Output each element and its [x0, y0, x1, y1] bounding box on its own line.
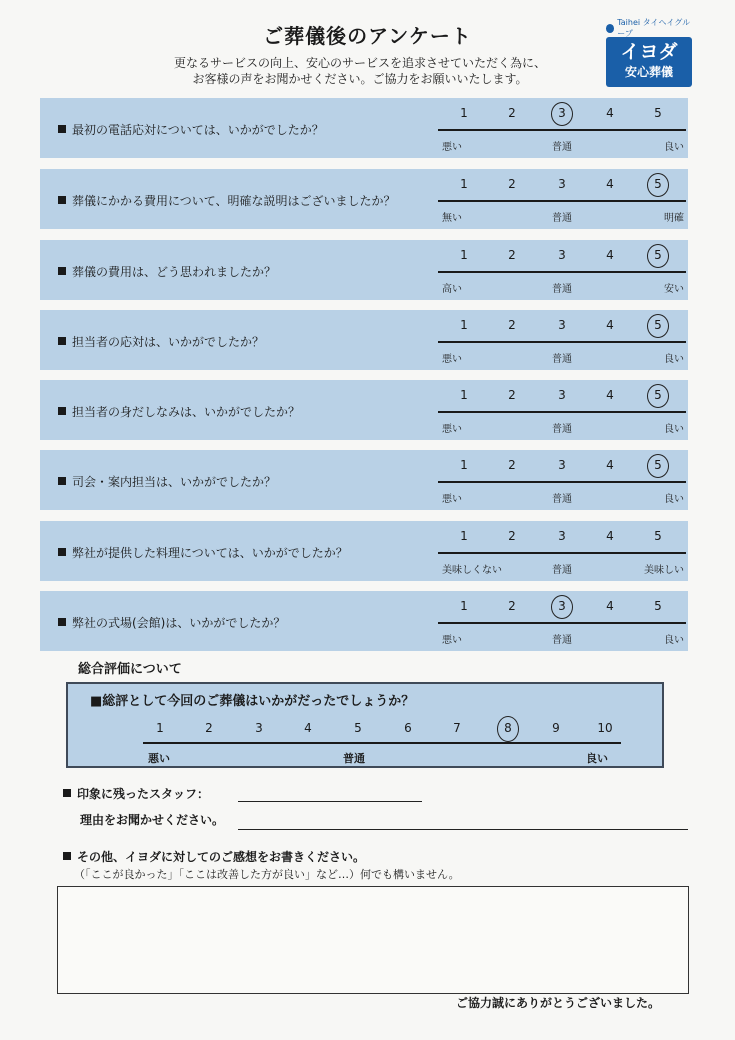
rating-option-2[interactable]: 2: [508, 318, 516, 332]
taihei-logo-icon: [606, 24, 614, 33]
other-label: [63, 848, 365, 865]
rating-option-2[interactable]: 2: [508, 529, 516, 543]
bullet-square-icon: [63, 789, 71, 797]
overall-option-2[interactable]: 2: [205, 721, 213, 735]
scale-anchor-mid: 普通: [552, 354, 572, 365]
overall-option-9[interactable]: 9: [552, 721, 560, 735]
overall-option-10[interactable]: 10: [597, 721, 613, 735]
question-text: 葬儀にかかる費用について、明確な説明はございましたか？: [72, 194, 396, 208]
scale-anchor-high: 明確: [664, 213, 684, 224]
brand-logo: [606, 18, 698, 87]
scale-anchor-mid: 普通: [552, 635, 572, 646]
rating-option-3[interactable]: 3: [558, 248, 566, 262]
rating-scale: [438, 240, 686, 300]
scale-anchor-mid: 普通: [552, 142, 572, 153]
scale-anchor-mid: 普通: [552, 494, 572, 505]
thanks-text: ご協力誠にありがとうございました。: [456, 996, 661, 1010]
rating-option-1[interactable]: 1: [460, 177, 468, 191]
bullet-square-icon: [58, 125, 66, 133]
overall-option-4[interactable]: 4: [304, 721, 312, 735]
rating-option-1[interactable]: 1: [460, 529, 468, 543]
rating-option-5[interactable]: 5: [648, 388, 668, 402]
question-text: 弊社の式場(会館)は、いかがでしたか？: [72, 616, 286, 630]
rating-option-4[interactable]: 4: [606, 177, 614, 191]
scale-anchor-high: 良い: [664, 142, 684, 153]
bullet-square-icon: [58, 337, 66, 345]
rating-option-3[interactable]: 3: [558, 177, 566, 191]
rating-option-1[interactable]: 1: [460, 458, 468, 472]
bullet-square-icon: [58, 267, 66, 275]
scale-anchor-low: 悪い: [442, 494, 462, 505]
scale-line: [438, 411, 686, 413]
reason-label: 理由をお聞かせください。: [80, 813, 225, 827]
scale-line: [438, 481, 686, 483]
question-label: [58, 544, 348, 561]
rating-option-4[interactable]: 4: [606, 599, 614, 613]
overall-option-7[interactable]: 7: [453, 721, 461, 735]
scale-anchor-mid: 普通: [552, 213, 572, 224]
question-label: [58, 403, 300, 420]
rating-scale: [438, 380, 686, 440]
staff-label: [63, 785, 209, 802]
staff-name-field[interactable]: [238, 801, 422, 802]
brand-group-text: Taihei タイヘイグループ: [617, 18, 691, 38]
rating-option-1[interactable]: 1: [460, 599, 468, 613]
bullet-square-icon: [58, 618, 66, 626]
overall-option-6[interactable]: 6: [404, 721, 412, 735]
rating-option-5[interactable]: 5: [654, 106, 662, 120]
bullet-square-icon: [63, 852, 71, 860]
rating-scale: [438, 169, 686, 229]
question-label: [58, 263, 276, 280]
rating-option-1[interactable]: 1: [460, 318, 468, 332]
overall-section-title: 総合評価について: [78, 662, 182, 677]
rating-option-2[interactable]: 2: [508, 599, 516, 613]
question-row: [40, 169, 688, 229]
rating-option-2[interactable]: 2: [508, 458, 516, 472]
scale-line: [438, 622, 686, 624]
rating-option-3[interactable]: 3: [558, 388, 566, 402]
question-label: [58, 121, 324, 138]
scale-anchor-low: 美味しくない: [442, 565, 502, 576]
overall-option-5[interactable]: 5: [354, 721, 362, 735]
rating-option-1[interactable]: 1: [460, 106, 468, 120]
scale-line: [438, 552, 686, 554]
question-text: 弊社が提供した料理については、いかがでしたか？: [72, 546, 348, 560]
question-label: [58, 473, 276, 490]
rating-scale: [438, 521, 686, 581]
scale-anchor-low: 悪い: [442, 354, 462, 365]
question-text: 最初の電話応対については、いかがでしたか？: [72, 123, 324, 137]
bullet-square-icon: [58, 407, 66, 415]
scale-line: [438, 200, 686, 202]
bullet-square-icon: [58, 548, 66, 556]
overall-rating-box: [66, 682, 664, 768]
rating-option-5[interactable]: 5: [648, 458, 668, 472]
rating-option-5[interactable]: 5: [654, 599, 662, 613]
overall-option-8[interactable]: 8: [497, 721, 519, 735]
rating-option-5[interactable]: 5: [648, 177, 668, 191]
intro-line-1: 更なるサービスの向上、安心のサービスを追求させていただく為に、: [173, 56, 546, 70]
scale-line: [438, 341, 686, 343]
bullet-square-icon: [58, 477, 66, 485]
scale-anchor-low: 悪い: [442, 142, 462, 153]
brand-group: [606, 18, 698, 38]
page-title: ご葬儀後のアンケート: [263, 24, 472, 48]
rating-option-1[interactable]: 1: [460, 388, 468, 402]
overall-option-1[interactable]: 1: [156, 721, 164, 735]
question-row: [40, 521, 688, 581]
scale-line: [438, 271, 686, 273]
question-label: [58, 614, 285, 631]
brand-box: [606, 37, 692, 87]
scale-anchor-high: 美味しい: [644, 565, 684, 576]
question-label: [58, 333, 264, 350]
rating-option-2[interactable]: 2: [508, 177, 516, 191]
rating-scale: [438, 591, 686, 651]
other-note: （「ここが良かった」「ここは改善した方が良い」など…）何でも構いません。: [74, 868, 460, 881]
rating-option-4[interactable]: 4: [606, 318, 614, 332]
scale-anchor-high: 良い: [664, 494, 684, 505]
question-row: [40, 591, 688, 651]
question-row: [40, 450, 688, 510]
rating-option-2[interactable]: 2: [508, 106, 516, 120]
rating-scale: [438, 450, 686, 510]
intro-text: [130, 55, 590, 87]
scale-anchor-high: 良い: [664, 354, 684, 365]
question-row: [40, 240, 688, 300]
rating-option-3[interactable]: 3: [558, 458, 566, 472]
question-text: 担当者の応対は、いかがでしたか？: [72, 335, 265, 349]
rating-scale: [438, 98, 686, 158]
scale-anchor-mid: 普通: [552, 284, 572, 295]
rating-option-1[interactable]: 1: [460, 248, 468, 262]
scale-anchor-high: 良い: [664, 635, 684, 646]
question-row: [40, 380, 688, 440]
question-text: 担当者の身だしなみは、いかがでしたか？: [72, 405, 301, 419]
scale-anchor-mid: 普通: [552, 424, 572, 435]
rating-option-5[interactable]: 5: [654, 529, 662, 543]
overall-anchor-mid: 普通: [343, 752, 365, 765]
staff-label-text: 印象に残ったスタッフ：: [77, 787, 210, 801]
intro-line-2: お客様の声をお聞かせください。ご協力をお願いいたします。: [192, 72, 528, 86]
rating-option-5[interactable]: 5: [648, 318, 668, 332]
question-row: [40, 98, 688, 158]
scale-anchor-high: 良い: [664, 424, 684, 435]
brand-name: イヨダ: [620, 41, 678, 63]
brand-sub: 安心葬儀: [624, 65, 673, 79]
scale-anchor-low: 悪い: [442, 424, 462, 435]
scale-anchor-low: 悪い: [442, 635, 462, 646]
reason-field[interactable]: [238, 829, 688, 830]
overall-anchor-high: 良い: [586, 752, 608, 765]
scale-line: [438, 129, 686, 131]
rating-option-5[interactable]: 5: [648, 248, 668, 262]
bullet-square-icon: [58, 196, 66, 204]
comment-box[interactable]: [57, 886, 689, 994]
rating-option-2[interactable]: 2: [508, 388, 516, 402]
overall-option-3[interactable]: 3: [255, 721, 263, 735]
rating-option-3[interactable]: 3: [558, 529, 566, 543]
rating-option-3[interactable]: 3: [552, 599, 572, 613]
question-label: [58, 192, 396, 209]
scale-anchor-high: 安い: [664, 284, 684, 295]
overall-anchor-low: 悪い: [148, 752, 170, 765]
rating-option-4[interactable]: 4: [606, 248, 614, 262]
question-row: [40, 310, 688, 370]
rating-option-3[interactable]: 3: [558, 318, 566, 332]
overall-question: ■総評として今回のご葬儀はいかがだったでしょうか？: [90, 694, 415, 709]
scale-anchor-low: 無い: [442, 213, 462, 224]
rating-option-2[interactable]: 2: [508, 248, 516, 262]
other-label-text: その他、イヨダに対してのご感想をお書きください。: [77, 850, 366, 864]
rating-option-4[interactable]: 4: [606, 106, 614, 120]
scale-anchor-mid: 普通: [552, 565, 572, 576]
rating-option-4[interactable]: 4: [606, 388, 614, 402]
rating-option-3[interactable]: 3: [552, 106, 572, 120]
question-text: 葬儀の費用は、どう思われましたか？: [72, 265, 277, 279]
rating-option-4[interactable]: 4: [606, 529, 614, 543]
rating-scale: [438, 310, 686, 370]
scale-anchor-low: 高い: [442, 284, 462, 295]
overall-scale-line: [143, 742, 621, 744]
rating-option-4[interactable]: 4: [606, 458, 614, 472]
question-text: 司会・案内担当は、いかがでしたか？: [72, 475, 277, 489]
